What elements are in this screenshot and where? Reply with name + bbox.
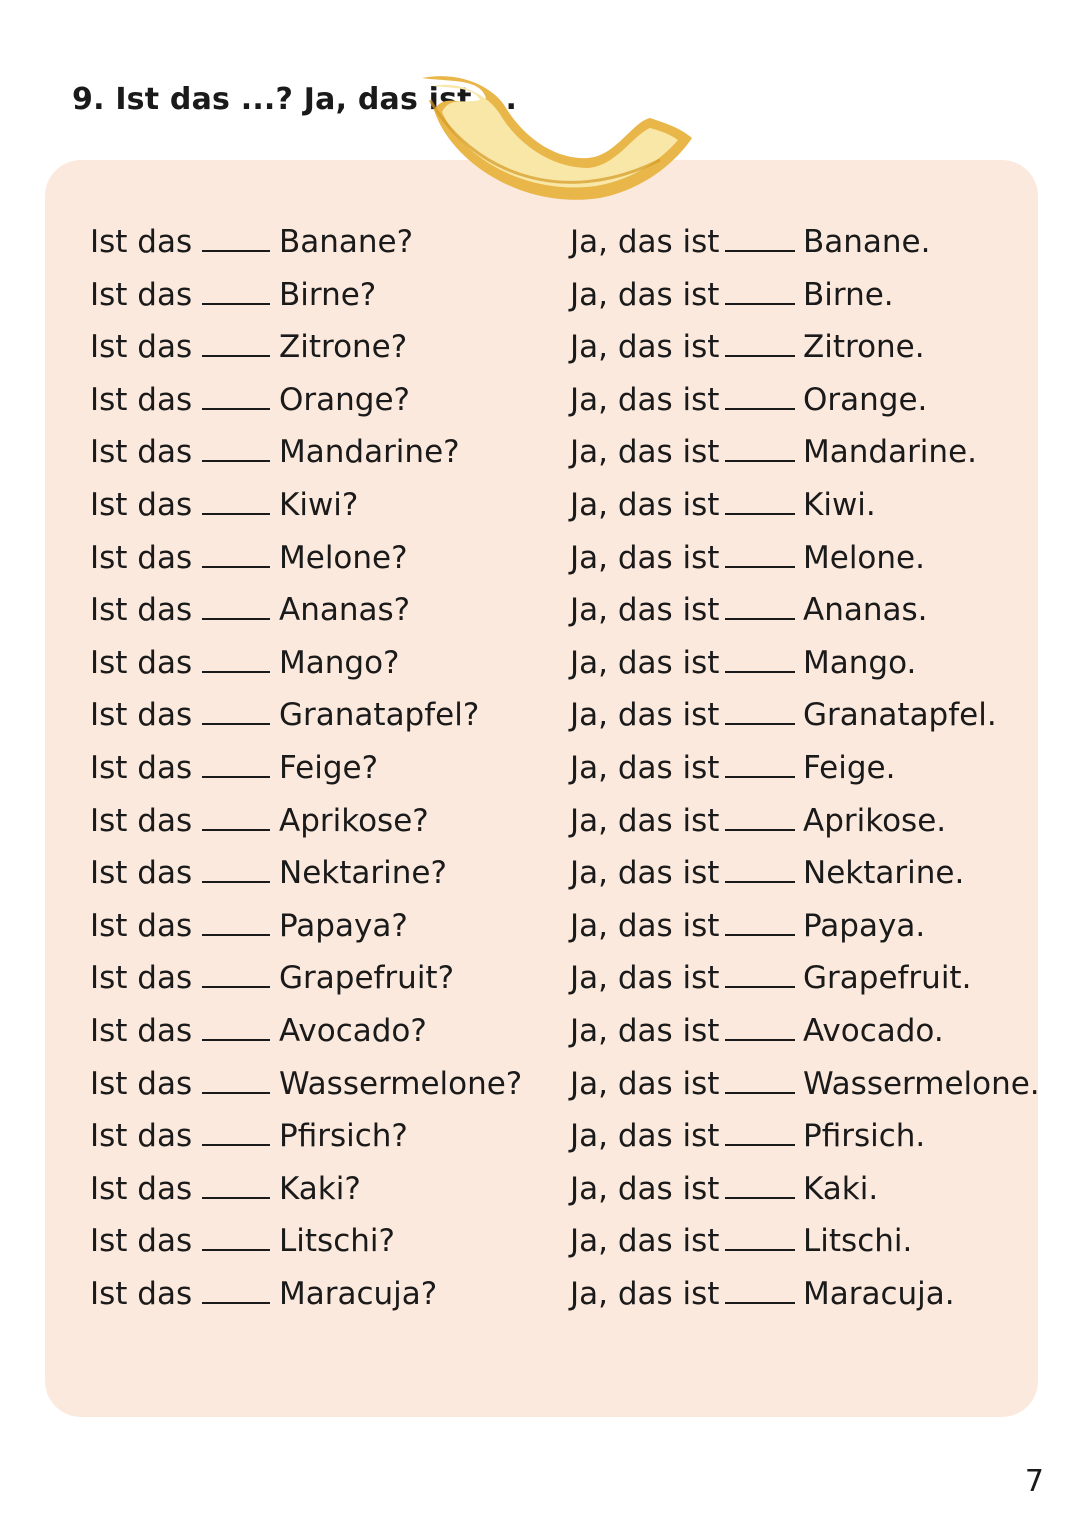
- answer-blank[interactable]: [725, 900, 795, 936]
- answer-prefix: Ja, das ist: [570, 1118, 720, 1155]
- exercise-row: [0, 321, 1080, 373]
- question-prefix: Ist das: [90, 434, 193, 471]
- question-prefix: Ist das: [90, 1276, 193, 1312]
- answer-prefix: Ja, das ist: [570, 802, 720, 839]
- question-prefix: Ist das: [90, 487, 193, 523]
- answer-blank[interactable]: [725, 216, 795, 252]
- question-blank[interactable]: [202, 847, 270, 883]
- answer-prefix: Ja, das ist: [570, 381, 720, 418]
- answer-prefix: Ja, das ist: [570, 1276, 720, 1312]
- question-blank[interactable]: [202, 374, 270, 410]
- answer-word: Zitrone.: [803, 329, 925, 366]
- exercise-row: [0, 1268, 1080, 1320]
- answer-word: Nektarine.: [803, 855, 965, 892]
- answer-word: Aprikose.: [803, 802, 947, 839]
- answer-word: Feige.: [803, 750, 896, 786]
- answer-prefix: Ja, das ist: [570, 697, 720, 734]
- question-blank[interactable]: [202, 216, 270, 252]
- question-word: Zitrone?: [279, 329, 408, 366]
- question-prefix: Ist das: [90, 539, 193, 576]
- exercise-row: [0, 426, 1080, 478]
- question-word: Mandarine?: [279, 434, 460, 471]
- answer-prefix: Ja, das ist: [570, 434, 720, 471]
- question-blank[interactable]: [202, 1005, 270, 1041]
- answer-blank[interactable]: [725, 689, 795, 725]
- exercise-row: [0, 900, 1080, 952]
- answer-prefix: Ja, das ist: [570, 329, 720, 366]
- answer-blank[interactable]: [725, 1268, 795, 1304]
- exercise-row: [0, 689, 1080, 741]
- answer-blank[interactable]: [725, 584, 795, 620]
- question-blank[interactable]: [202, 321, 270, 357]
- answer-blank[interactable]: [725, 426, 795, 462]
- exercise-row: [0, 742, 1080, 794]
- exercise-row: [0, 374, 1080, 426]
- exercise-row: [0, 584, 1080, 636]
- exercise-row: [0, 532, 1080, 584]
- answer-prefix: Ja, das ist: [570, 960, 720, 997]
- answer-word: Avocado.: [803, 1013, 944, 1049]
- answer-prefix: Ja, das ist: [570, 750, 720, 786]
- answer-prefix: Ja, das ist: [570, 907, 720, 944]
- question-blank[interactable]: [202, 795, 270, 831]
- question-blank[interactable]: [202, 1215, 270, 1251]
- question-word: Wassermelone?: [279, 1065, 523, 1102]
- answer-blank[interactable]: [725, 742, 795, 778]
- answer-prefix: Ja, das ist: [570, 276, 720, 313]
- answer-word: Wassermelone.: [803, 1065, 1040, 1102]
- answer-prefix: Ja, das ist: [570, 224, 720, 260]
- question-word: Kaki?: [279, 1170, 361, 1207]
- answer-blank[interactable]: [725, 1163, 795, 1199]
- exercise-row: [0, 1163, 1080, 1215]
- exercise-row: [0, 1110, 1080, 1162]
- answer-blank[interactable]: [725, 269, 795, 305]
- question-word: Feige?: [279, 750, 379, 786]
- question-blank[interactable]: [202, 689, 270, 725]
- question-word: Aprikose?: [279, 802, 429, 839]
- question-blank[interactable]: [202, 1058, 270, 1094]
- answer-blank[interactable]: [725, 479, 795, 515]
- answer-prefix: Ja, das ist: [570, 1170, 720, 1207]
- question-prefix: Ist das: [90, 1118, 193, 1155]
- answer-word: Mango.: [803, 644, 917, 681]
- answer-prefix: Ja, das ist: [570, 539, 720, 576]
- answer-prefix: Ja, das ist: [570, 487, 720, 523]
- question-blank[interactable]: [202, 742, 270, 778]
- question-blank[interactable]: [202, 584, 270, 620]
- exercise-title: 9. Ist das ...? Ja, das ist ...: [72, 82, 518, 117]
- answer-blank[interactable]: [725, 795, 795, 831]
- question-word: Kiwi?: [279, 487, 359, 523]
- exercise-row: [0, 479, 1080, 531]
- answer-blank[interactable]: [725, 847, 795, 883]
- question-prefix: Ist das: [90, 907, 193, 944]
- question-prefix: Ist das: [90, 224, 193, 260]
- exercise-row: [0, 795, 1080, 847]
- exercise-row: [0, 952, 1080, 1004]
- answer-blank[interactable]: [725, 1058, 795, 1094]
- exercise-row: [0, 637, 1080, 689]
- question-word: Maracuja?: [279, 1276, 438, 1312]
- question-prefix: Ist das: [90, 276, 193, 313]
- question-prefix: Ist das: [90, 750, 193, 786]
- question-blank[interactable]: [202, 479, 270, 515]
- question-blank[interactable]: [202, 1163, 270, 1199]
- question-blank[interactable]: [202, 1268, 270, 1304]
- answer-word: Melone.: [803, 539, 925, 576]
- answer-prefix: Ja, das ist: [570, 1013, 720, 1049]
- question-blank[interactable]: [202, 952, 270, 988]
- question-word: Mango?: [279, 644, 400, 681]
- question-prefix: Ist das: [90, 644, 193, 681]
- question-prefix: Ist das: [90, 802, 193, 839]
- answer-blank[interactable]: [725, 952, 795, 988]
- exercise-row: [0, 269, 1080, 321]
- exercise-row: [0, 1005, 1080, 1057]
- question-word: Ananas?: [279, 592, 411, 629]
- answer-blank[interactable]: [725, 1005, 795, 1041]
- exercise-row: [0, 847, 1080, 899]
- question-word: Banane?: [279, 224, 414, 260]
- question-prefix: Ist das: [90, 1170, 193, 1207]
- answer-word: Maracuja.: [803, 1276, 955, 1312]
- answer-prefix: Ja, das ist: [570, 1223, 720, 1260]
- answer-prefix: Ja, das ist: [570, 1065, 720, 1102]
- question-word: Litschi?: [279, 1223, 395, 1260]
- question-prefix: Ist das: [90, 960, 193, 997]
- answer-blank[interactable]: [725, 1110, 795, 1146]
- answer-word: Mandarine.: [803, 434, 977, 471]
- answer-prefix: Ja, das ist: [570, 855, 720, 892]
- question-word: Orange?: [279, 381, 410, 418]
- question-word: Melone?: [279, 539, 408, 576]
- question-blank[interactable]: [202, 532, 270, 568]
- answer-word: Ananas.: [803, 592, 928, 629]
- answer-word: Grapefruit.: [803, 960, 972, 997]
- answer-word: Birne.: [803, 276, 894, 313]
- question-prefix: Ist das: [90, 592, 193, 629]
- question-word: Nektarine?: [279, 855, 447, 892]
- exercise-row: [0, 216, 1080, 268]
- question-prefix: Ist das: [90, 855, 193, 892]
- answer-word: Granatapfel.: [803, 697, 997, 734]
- question-prefix: Ist das: [90, 697, 193, 734]
- question-word: Pfirsich?: [279, 1118, 408, 1155]
- page-number: 7: [1024, 1464, 1044, 1499]
- answer-word: Kaki.: [803, 1170, 879, 1207]
- question-blank[interactable]: [202, 1110, 270, 1146]
- question-word: Granatapfel?: [279, 697, 480, 734]
- question-word: Grapefruit?: [279, 960, 455, 997]
- exercise-row: [0, 1215, 1080, 1267]
- answer-prefix: Ja, das ist: [570, 644, 720, 681]
- answer-word: Papaya.: [803, 907, 926, 944]
- question-blank[interactable]: [202, 637, 270, 673]
- answer-word: Litschi.: [803, 1223, 913, 1260]
- answer-word: Banane.: [803, 224, 931, 260]
- answer-prefix: Ja, das ist: [570, 592, 720, 629]
- question-blank[interactable]: [202, 269, 270, 305]
- question-word: Avocado?: [279, 1013, 427, 1049]
- answer-blank[interactable]: [725, 1215, 795, 1251]
- question-blank[interactable]: [202, 426, 270, 462]
- exercise-row: [0, 1058, 1080, 1110]
- answer-word: Orange.: [803, 381, 928, 418]
- question-prefix: Ist das: [90, 381, 193, 418]
- answer-blank[interactable]: [725, 637, 795, 673]
- question-prefix: Ist das: [90, 1013, 193, 1049]
- answer-blank[interactable]: [725, 374, 795, 410]
- question-word: Birne?: [279, 276, 377, 313]
- answer-blank[interactable]: [725, 532, 795, 568]
- question-blank[interactable]: [202, 900, 270, 936]
- question-word: Papaya?: [279, 907, 408, 944]
- answer-word: Kiwi.: [803, 487, 876, 523]
- question-prefix: Ist das: [90, 1223, 193, 1260]
- question-prefix: Ist das: [90, 329, 193, 366]
- question-prefix: Ist das: [90, 1065, 193, 1102]
- answer-blank[interactable]: [725, 321, 795, 357]
- answer-word: Pfirsich.: [803, 1118, 926, 1155]
- melon-slice-icon: [410, 70, 710, 240]
